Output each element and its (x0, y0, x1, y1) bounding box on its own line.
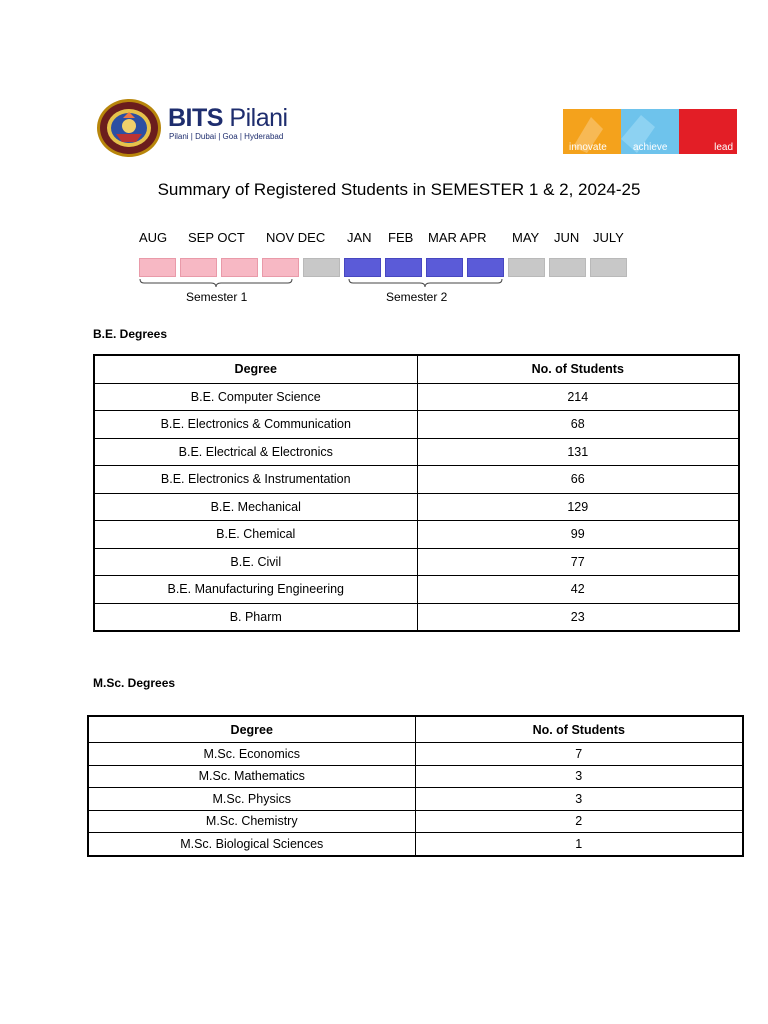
tagline-achieve (621, 109, 679, 154)
brand-name-2: Pilani (229, 104, 288, 132)
count-cell: 66 (417, 466, 739, 494)
table-header-row (94, 355, 739, 383)
degree-cell: M.Sc. Chemistry (88, 810, 415, 833)
table-row (94, 411, 739, 439)
table-row (94, 603, 739, 631)
month-label: SEP OCT (188, 230, 245, 245)
timeline-cell-break (508, 258, 545, 277)
semester-2-brace (348, 278, 503, 288)
timeline-cell-semester-1 (221, 258, 258, 277)
month-label: FEB (388, 230, 414, 245)
table-row (94, 383, 739, 411)
tagline-innovate-text: innovate (569, 142, 607, 153)
count-cell: 1 (415, 833, 743, 856)
tagline-lead-text: lead (714, 142, 733, 153)
month-label: JULY (593, 230, 624, 245)
degree-cell: B.E. Electronics & Communication (94, 411, 417, 439)
degree-cell: M.Sc. Mathematics (88, 765, 415, 788)
count-cell: 3 (415, 765, 743, 788)
table-row (88, 833, 743, 856)
count-cell: 68 (417, 411, 739, 439)
semester-2-label: Semester 2 (386, 290, 448, 304)
month-label: JUN (554, 230, 580, 245)
be-degrees-table (93, 354, 740, 632)
timeline-cell-semester-1 (139, 258, 176, 277)
column-header-students: No. of Students (415, 716, 743, 743)
table-row (94, 466, 739, 494)
msc-degrees-table (87, 715, 744, 857)
degree-cell: B.E. Chemical (94, 521, 417, 549)
table-row (94, 576, 739, 604)
tagline-achieve-text: achieve (633, 142, 668, 153)
column-header-students: No. of Students (417, 355, 739, 383)
degree-cell: B.E. Electrical & Electronics (94, 438, 417, 466)
count-cell: 214 (417, 383, 739, 411)
table-row (88, 743, 743, 766)
month-label: NOV DEC (266, 230, 326, 245)
degree-cell: B.E. Electronics & Instrumentation (94, 466, 417, 494)
msc-section-heading: M.Sc. Degrees (93, 676, 176, 690)
table-row (94, 438, 739, 466)
tagline-innovate (563, 109, 621, 154)
column-header-degree: Degree (88, 716, 415, 743)
timeline-cell-semester-2 (385, 258, 422, 277)
count-cell: 2 (415, 810, 743, 833)
degree-cell: B.E. Civil (94, 548, 417, 576)
timeline-cell-semester-2 (426, 258, 463, 277)
degree-cell: M.Sc. Biological Sciences (88, 833, 415, 856)
degree-cell: M.Sc. Physics (88, 788, 415, 811)
bits-pilani-logo (96, 98, 296, 158)
timeline-cell-break (549, 258, 586, 277)
degree-cell: B. Pharm (94, 603, 417, 631)
timeline-cell-semester-1 (180, 258, 217, 277)
month-label: AUG (139, 230, 168, 245)
document-title: Summary of Registered Students in SEMESTER 1 & 2, 2024-25 (157, 180, 641, 199)
month-label: MAY (512, 230, 540, 245)
timeline-cell-semester-1 (262, 258, 299, 277)
count-cell: 131 (417, 438, 739, 466)
table-row (94, 548, 739, 576)
semester-1-label: Semester 1 (186, 290, 248, 304)
count-cell: 129 (417, 493, 739, 521)
column-header-degree: Degree (94, 355, 417, 383)
count-cell: 23 (417, 603, 739, 631)
count-cell: 7 (415, 743, 743, 766)
timeline-cell-semester-2 (344, 258, 381, 277)
table-row (94, 493, 739, 521)
degree-cell: B.E. Manufacturing Engineering (94, 576, 417, 604)
brand-campuses: Pilani | Dubai | Goa | Hyderabad (169, 132, 284, 141)
brand-name: BITS (168, 104, 223, 132)
table-row (88, 788, 743, 811)
timeline-cell-semester-2 (467, 258, 504, 277)
count-cell: 42 (417, 576, 739, 604)
timeline-cell-break (590, 258, 627, 277)
semester-1-brace (139, 278, 293, 288)
count-cell: 99 (417, 521, 739, 549)
tagline-lead (679, 109, 737, 154)
count-cell: 3 (415, 788, 743, 811)
bits-seal-icon (96, 98, 162, 158)
timeline-cell-break (303, 258, 340, 277)
table-row (88, 765, 743, 788)
count-cell: 77 (417, 548, 739, 576)
month-label: MAR APR (428, 230, 487, 245)
be-section-heading: B.E. Degrees (93, 327, 168, 341)
degree-cell: B.E. Mechanical (94, 493, 417, 521)
degree-cell: B.E. Computer Science (94, 383, 417, 411)
degree-cell: M.Sc. Economics (88, 743, 415, 766)
month-label: JAN (347, 230, 372, 245)
table-row (88, 810, 743, 833)
tagline-banner (563, 109, 737, 154)
table-header-row (88, 716, 743, 743)
table-row (94, 521, 739, 549)
brand-title (168, 104, 288, 133)
